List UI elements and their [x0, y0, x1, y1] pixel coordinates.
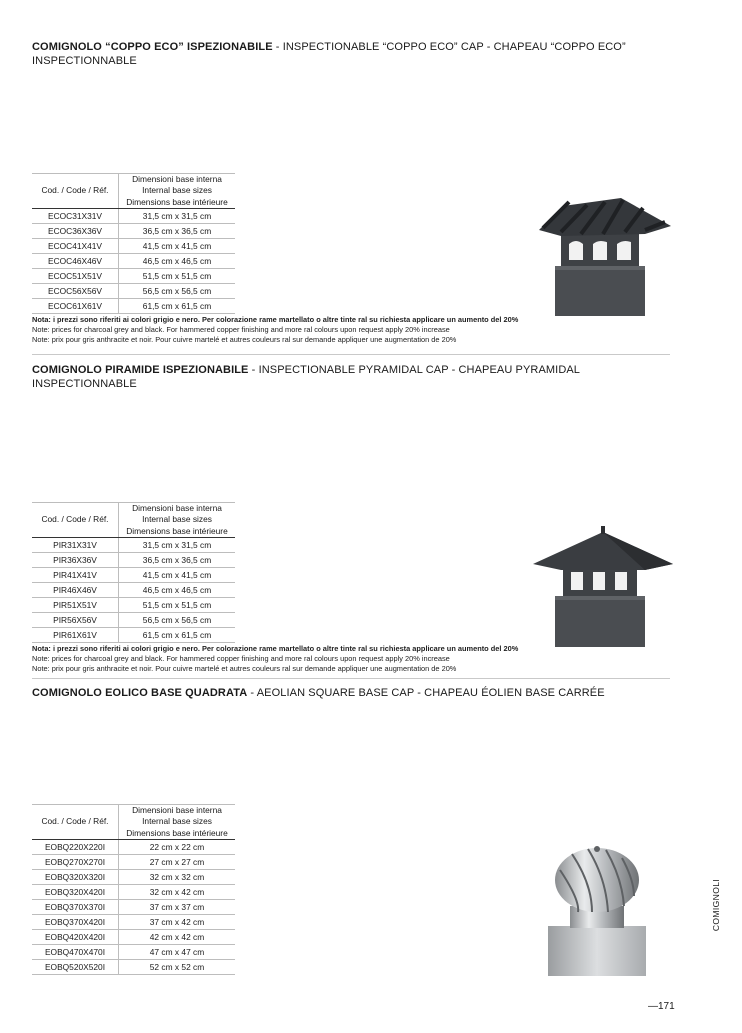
size-cell: 56,5 cm x 56,5 cm [119, 612, 236, 627]
table-row [32, 597, 235, 612]
col-header-code: Cod. / Code / Réf. [32, 805, 119, 840]
note-it: Nota: i prezzi sono riferiti ai colori grigio e nero. Per colorazione rame martellato o altre tinte ral su richiesta applicare un aumento del 20% [32, 644, 519, 653]
code-cell: EOBQ370X370I [32, 899, 119, 914]
code-cell: ECOC51X51V [32, 268, 119, 283]
section-title-rest: - INSPECTIONABLE PYRAMIDAL CAP - CHAPEAU PYRAMIDAL INSPECTIONNABLE [32, 364, 580, 390]
size-cell: 56,5 cm x 56,5 cm [119, 283, 236, 298]
size-cell: 31,5 cm x 31,5 cm [119, 208, 236, 223]
size-cell: 51,5 cm x 51,5 cm [119, 597, 236, 612]
spec-table-coppo-eco [32, 173, 235, 314]
table-row [32, 567, 235, 582]
spec-table-eolico [32, 804, 235, 975]
code-cell: ECOC31X31V [32, 208, 119, 223]
size-cell: 22 cm x 22 cm [119, 839, 236, 854]
code-cell: PIR56X56V [32, 612, 119, 627]
col-header-code: Cod. / Code / Réf. [32, 174, 119, 209]
cap-base [555, 266, 645, 316]
code-cell: PIR46X46V [32, 582, 119, 597]
table-row [32, 582, 235, 597]
section-divider [32, 678, 670, 679]
size-cell: 46,5 cm x 46,5 cm [119, 253, 236, 268]
col-header-size [119, 805, 236, 840]
code-cell: ECOC41X41V [32, 238, 119, 253]
table-row [32, 208, 235, 223]
table-header-row [32, 503, 235, 538]
size-cell: 32 cm x 32 cm [119, 869, 236, 884]
code-cell: PIR61X61V [32, 627, 119, 642]
size-cell: 32 cm x 42 cm [119, 884, 236, 899]
aeolian-cap-image [530, 840, 675, 980]
code-cell: EOBQ220X220I [32, 839, 119, 854]
size-cell: 37 cm x 42 cm [119, 914, 236, 929]
cap-base [555, 596, 645, 647]
cap-base [548, 926, 646, 976]
col-header-size-it: Dimensioni base interna [132, 174, 222, 184]
code-cell: PIR31X31V [32, 537, 119, 552]
code-cell: PIR41X41V [32, 567, 119, 582]
section-title-eolico [32, 686, 652, 700]
col-header-size-fr: Dimensions base intérieure [126, 827, 228, 838]
code-cell: EOBQ470X470I [32, 944, 119, 959]
size-cell: 52 cm x 52 cm [119, 959, 236, 974]
table-row [32, 839, 235, 854]
size-cell: 27 cm x 27 cm [119, 854, 236, 869]
table-row [32, 627, 235, 642]
section-title-rest: - AEOLIAN SQUARE BASE CAP - CHAPEAU ÉOLIEN BASE CARRÉE [247, 687, 605, 699]
code-cell: EOBQ320X420I [32, 884, 119, 899]
size-cell: 36,5 cm x 36,5 cm [119, 223, 236, 238]
code-cell: EOBQ520X520I [32, 959, 119, 974]
size-cell: 41,5 cm x 41,5 cm [119, 567, 236, 582]
code-cell: EOBQ420X420I [32, 929, 119, 944]
code-cell: EOBQ270X270I [32, 854, 119, 869]
col-header-size-fr: Dimensions base intérieure [126, 525, 228, 536]
table-row [32, 959, 235, 974]
col-header-code: Cod. / Code / Réf. [32, 503, 119, 538]
col-header-size-en: Internal base sizes [142, 514, 212, 525]
table-header-row [32, 174, 235, 209]
code-cell: ECOC36X36V [32, 223, 119, 238]
code-cell: ECOC61X61V [32, 298, 119, 313]
code-cell: EOBQ370X420I [32, 914, 119, 929]
note-it: Nota: i prezzi sono riferiti ai colori grigio e nero. Per colorazione rame martellato o altre tinte ral su richiesta applicare un aumento del 20% [32, 315, 519, 324]
size-cell: 36,5 cm x 36,5 cm [119, 552, 236, 567]
col-header-size-en: Internal base sizes [142, 816, 212, 827]
size-cell: 37 cm x 37 cm [119, 899, 236, 914]
section-title-bold: COMIGNOLO EOLICO BASE QUADRATA [32, 687, 248, 699]
col-header-size-it: Dimensioni base interna [132, 805, 222, 815]
spec-table-piramide [32, 502, 235, 643]
page-number: —171 [648, 1001, 675, 1012]
col-header-size-fr: Dimensions base intérieure [126, 196, 228, 207]
code-cell: PIR51X51V [32, 597, 119, 612]
section-title-piramide [32, 363, 652, 391]
col-header-size-it: Dimensioni base interna [132, 503, 222, 513]
code-cell: ECOC46X46V [32, 253, 119, 268]
table-row [32, 929, 235, 944]
size-cell: 51,5 cm x 51,5 cm [119, 268, 236, 283]
notes-coppo-eco [32, 315, 672, 345]
note-en: Note: prices for charcoal grey and black. For hammered copper finishing and more ral colours upon request apply 20% increase [32, 325, 450, 334]
coppo-eco-cap-image [525, 192, 685, 317]
table-header-row [32, 805, 235, 840]
section-title-bold: COMIGNOLO “COPPO ECO” ISPEZIONABILE [32, 41, 273, 53]
section-divider [32, 354, 670, 355]
size-cell: 61,5 cm x 61,5 cm [119, 627, 236, 642]
section-title-bold: COMIGNOLO PIRAMIDE ISPEZIONABILE [32, 364, 249, 376]
table-row [32, 268, 235, 283]
size-cell: 41,5 cm x 41,5 cm [119, 238, 236, 253]
table-row [32, 914, 235, 929]
size-cell: 47 cm x 47 cm [119, 944, 236, 959]
table-row [32, 884, 235, 899]
note-en: Note: prices for charcoal grey and black. For hammered copper finishing and more ral colours upon request apply 20% increase [32, 654, 450, 663]
size-cell: 42 cm x 42 cm [119, 929, 236, 944]
table-row [32, 537, 235, 552]
table-row [32, 899, 235, 914]
table-row [32, 253, 235, 268]
note-fr: Note: prix pour gris anthracite et noir. Pour cuivre martelé et autres couleurs ral sur demande appliquer une augmentation de 20% [32, 664, 457, 673]
note-fr: Note: prix pour gris anthracite et noir. Pour cuivre martelé et autres couleurs ral sur demande appliquer une augmentation de 20% [32, 335, 457, 344]
table-row [32, 298, 235, 313]
table-row [32, 612, 235, 627]
pyramid-cap-image [525, 526, 685, 648]
table-row [32, 869, 235, 884]
table-row [32, 552, 235, 567]
table-row [32, 238, 235, 253]
turbine-head [555, 848, 639, 912]
size-cell: 61,5 cm x 61,5 cm [119, 298, 236, 313]
notes-piramide [32, 644, 672, 674]
table-row [32, 223, 235, 238]
table-row [32, 944, 235, 959]
code-cell: ECOC56X56V [32, 283, 119, 298]
table-row [32, 283, 235, 298]
side-label [706, 878, 726, 938]
code-cell: PIR36X36V [32, 552, 119, 567]
side-label-text: COMIGNOLI [711, 878, 721, 932]
table-row [32, 854, 235, 869]
col-header-size [119, 174, 236, 209]
section-title-rest: - INSPECTIONABLE “COPPO ECO” CAP - CHAPEAU “COPPO ECO” INSPECTIONNABLE [32, 41, 626, 67]
size-cell: 46,5 cm x 46,5 cm [119, 582, 236, 597]
code-cell: EOBQ320X320I [32, 869, 119, 884]
col-header-size [119, 503, 236, 538]
col-header-size-en: Internal base sizes [142, 185, 212, 196]
section-title-coppo-eco [32, 40, 652, 68]
size-cell: 31,5 cm x 31,5 cm [119, 537, 236, 552]
